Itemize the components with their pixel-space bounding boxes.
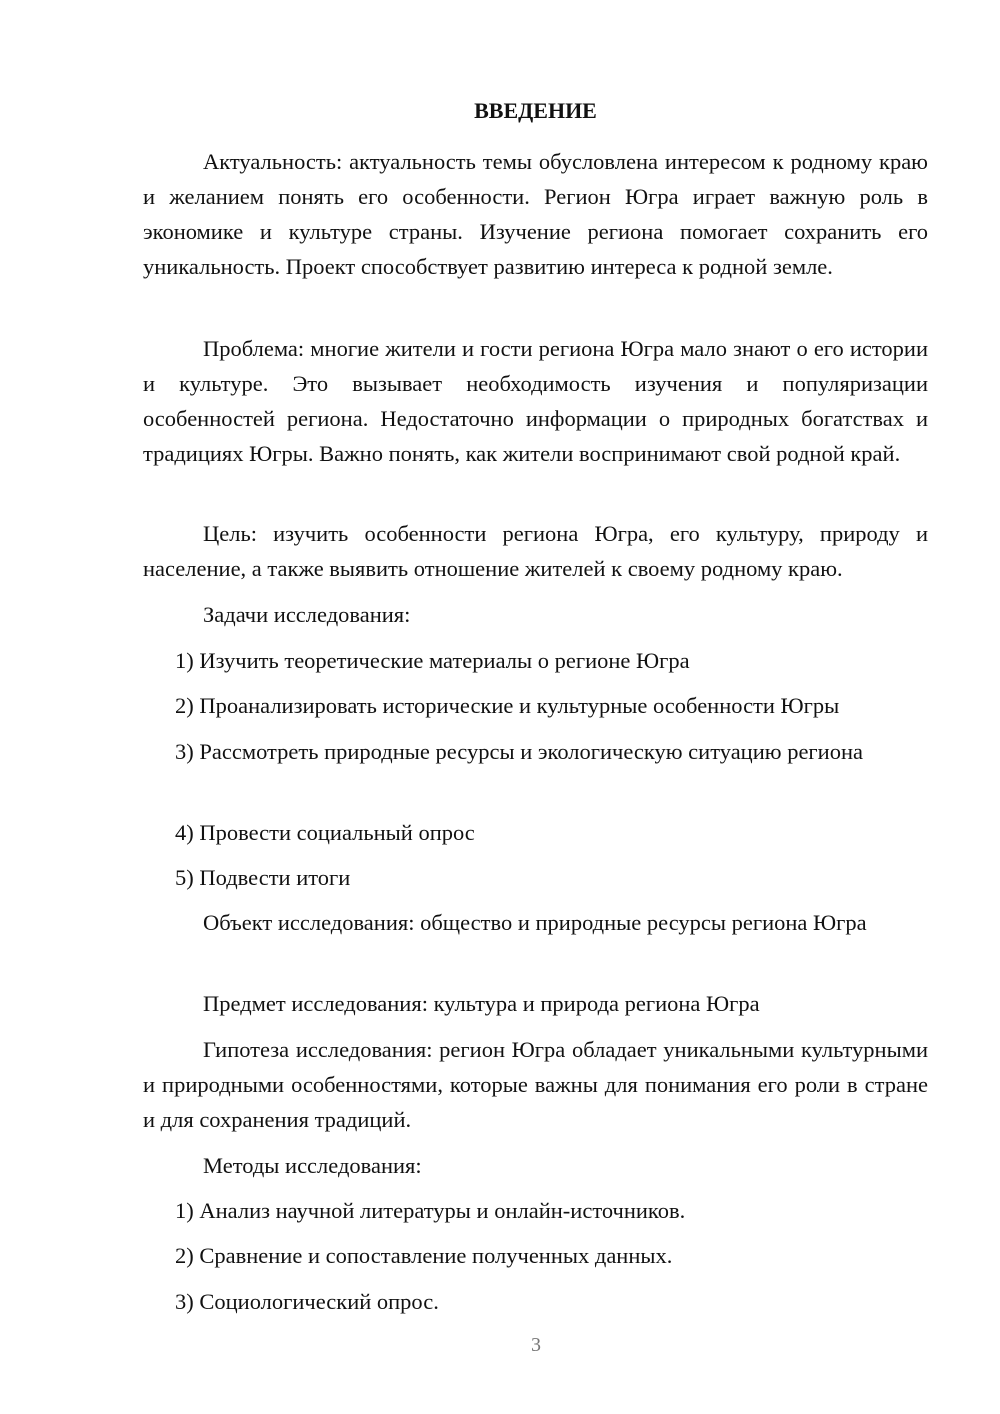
task-item-2: 2) Проанализировать исторические и культурные особенности Югры: [175, 693, 840, 718]
relevance-paragraph: Актуальность: актуальность темы обусловлена интересом к родному краю и желанием понять его особенности. Регион Югра играет важную роль в экономике и культуре страны. Изучение региона помогает сохранить его уникальность. Проект способствует развитию интереса к родной земле.: [143, 149, 928, 279]
object-paragraph: Объект исследования: общество и природные ресурсы региона Югра: [203, 910, 867, 935]
methods-title: Методы исследования:: [203, 1153, 422, 1178]
tasks-title: Задачи исследования:: [203, 602, 411, 627]
method-item-3: 3) Социологический опрос.: [175, 1289, 439, 1314]
subject-paragraph: Предмет исследования: культура и природа региона Югра: [203, 991, 760, 1016]
section-heading: ВВЕДЕНИЕ: [474, 98, 597, 123]
task-item-5: 5) Подвести итоги: [175, 865, 351, 890]
hypothesis-paragraph: Гипотеза исследования: регион Югра обладает уникальными культурными и природными особенностями, которые важны для понимания его роли в стране и для сохранения традиций.: [143, 1037, 928, 1132]
method-item-1: 1) Анализ научной литературы и онлайн-источников.: [175, 1198, 686, 1223]
method-item-2: 2) Сравнение и сопоставление полученных данных.: [175, 1243, 673, 1268]
task-item-3: 3) Рассмотреть природные ресурсы и экологическую ситуацию региона: [175, 739, 863, 764]
goal-paragraph: Цель: изучить особенности региона Югра, его культуру, природу и население, а также выявить отношение жителей к своему родному краю.: [143, 521, 928, 581]
page-number: 3: [531, 1334, 541, 1356]
task-item-1: 1) Изучить теоретические материалы о регионе Югра: [175, 648, 690, 673]
problem-paragraph: Проблема: многие жители и гости региона Югра мало знают о его истории и культуре. Это вызывает необходимость изучения и популяризации особенностей региона. Недостаточно информации о природных богатствах и традициях Югры. Важно понять, как жители воспринимают свой родной край.: [143, 336, 928, 466]
task-item-4: 4) Провести социальный опрос: [175, 820, 475, 845]
